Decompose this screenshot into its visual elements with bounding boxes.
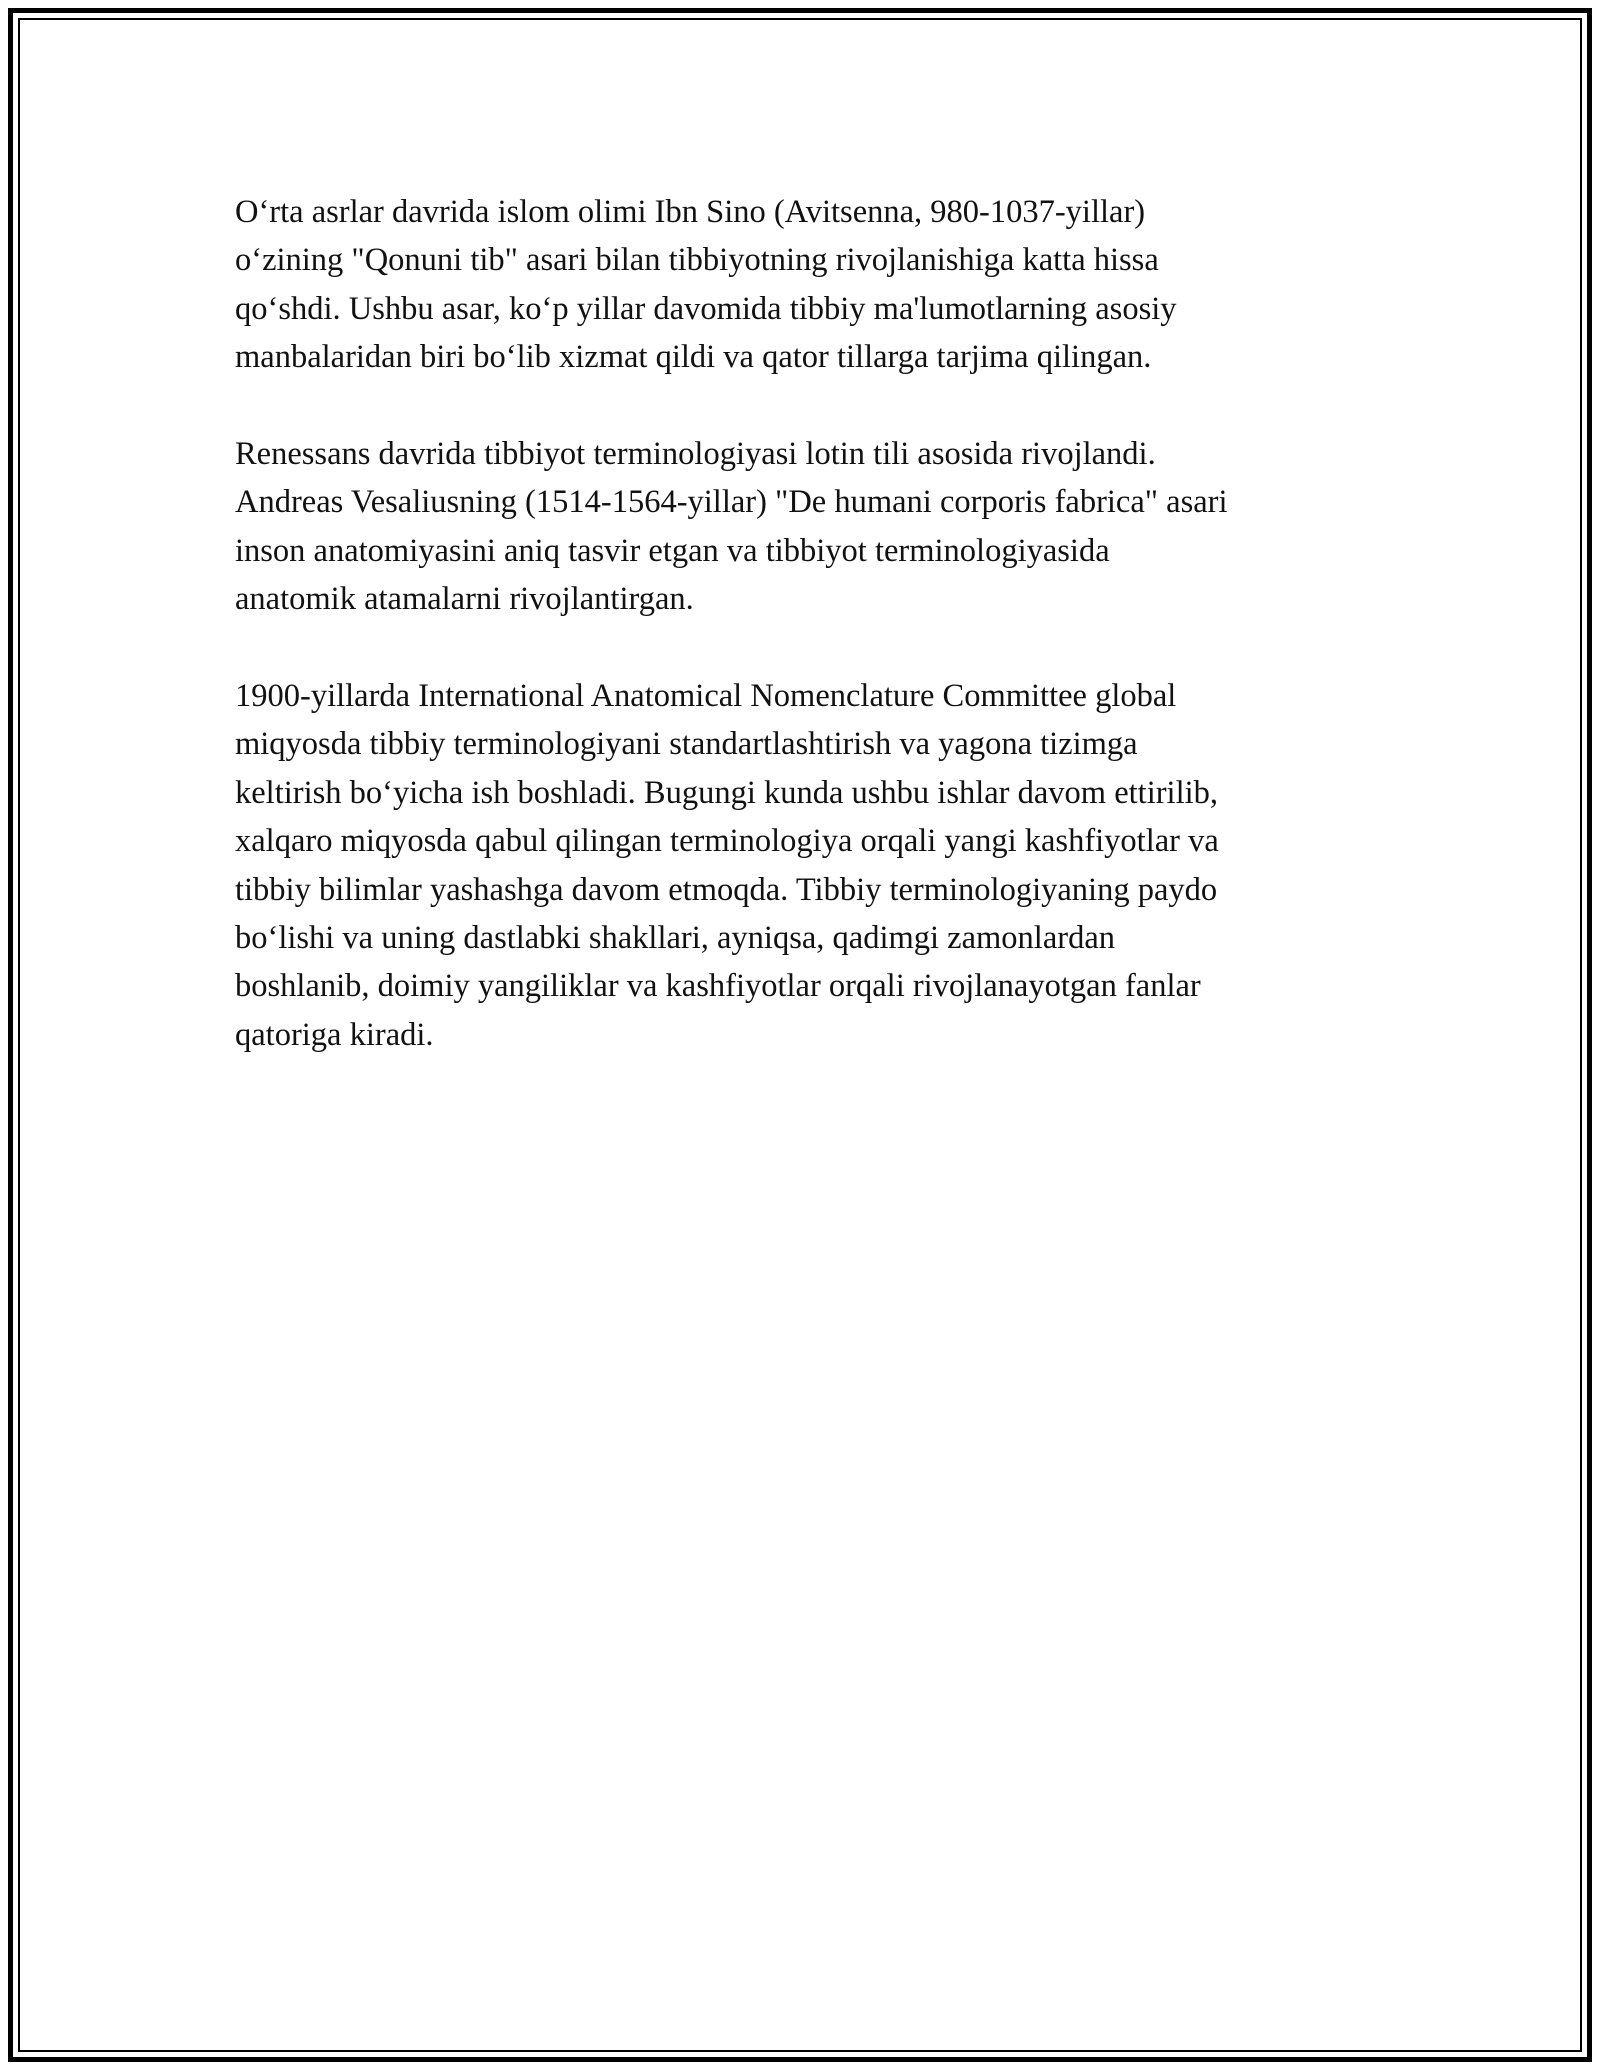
paragraph-nomenclature: 1900-yillarda International Anatomical Nomenclature Committee global miqyosda tibbiy terminologiyani standartlashtirish va yagona tizimga keltirish bo‘yicha ish boshladi. Bugungi kunda ushbu ishlar davom ettirilib, xalqaro miqyosda qabul qilingan terminologiya orqali yangi kashfiyotlar va tibbiy bilimlar yashashga davom etmoqda. Tibbiy terminologiyaning paydo bo‘lishi va uning dastlabki shakllari, ayniqsa, qadimgi zamonlardan boshlanib, doimiy yangiliklar va kashfiyotlar orqali rivojlanayotgan fanlar qatoriga kiradi. [235, 678, 1219, 1053]
document-body [235, 188, 1365, 1108]
paragraph-renaissance: Renessans davrida tibbiyot terminologiyasi lotin tili asosida rivojlandi. Andreas Vesaliusning (1514-1564-yillar) "De humani corporis fabrica" asari inson anatomiyasini aniq tasvir etgan va tibbiyot terminologiyasida anatomik atamalarni rivojlantirgan. [235, 436, 1228, 618]
paragraph-ibn-sino: O‘rta asrlar davrida islom olimi Ibn Sino (Avitsenna, 980-1037-yillar) o‘zining "Qonuni tib" asari bilan tibbiyotning rivojlanishiga katta hissa qo‘shdi. Ushbu asar, ko‘p yillar davomida tibbiy ma'lumotlarning asosiy manbalaridan biri bo‘lib xizmat qildi va qator tillarga tarjima qilingan. [235, 194, 1177, 376]
